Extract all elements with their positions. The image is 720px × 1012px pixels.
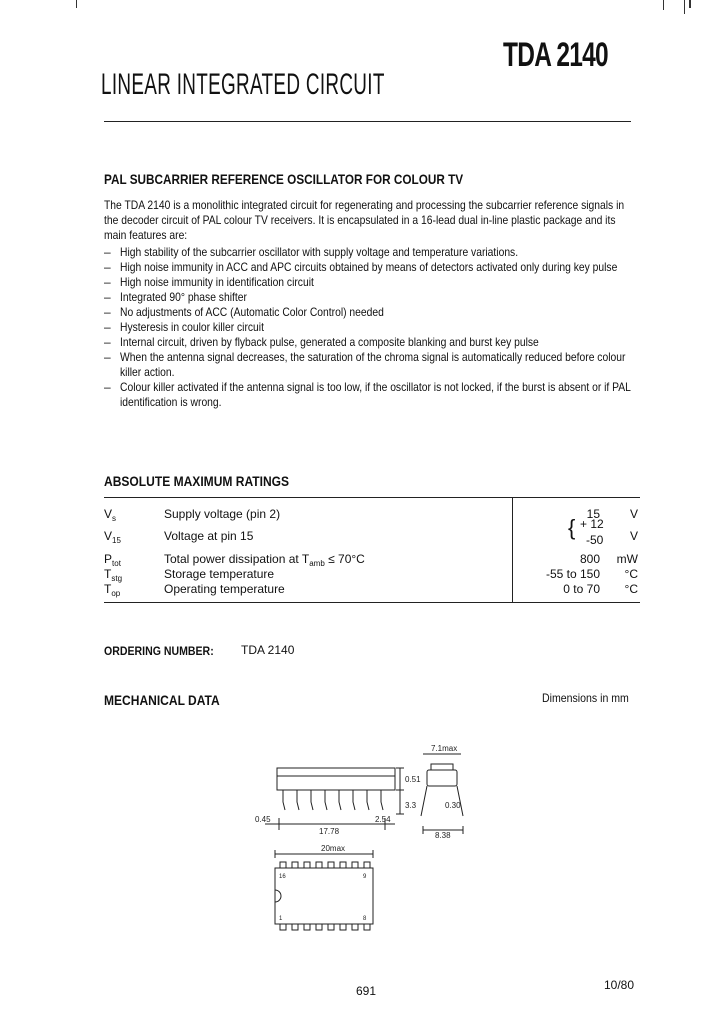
dim-label: 20max	[321, 844, 346, 853]
rating-value: -55 to 150	[545, 567, 600, 581]
rating-unit: V	[629, 507, 638, 521]
rating-description: Supply voltage (pin 2)	[164, 507, 281, 521]
top-pins	[280, 862, 370, 930]
rating-symbol: $T_{op}$	[104, 582, 121, 598]
rating-value: 15	[586, 507, 600, 521]
rating-value-min: -50	[586, 533, 604, 547]
pin1-notch	[275, 890, 281, 902]
rating-description: Storage temperature	[164, 567, 275, 581]
dim-label: 2.54	[375, 815, 391, 824]
dim-label: 8.38	[435, 831, 451, 840]
mechanical-title: MECHANICAL DATA	[104, 692, 220, 708]
scan-mark	[663, 0, 664, 10]
feature-item: – When the antenna signal decreases, the saturation of the chroma signal is automatically reduced before colour killer action.	[104, 350, 626, 379]
rating-description: Total power dissipation at $T_{amb} \le 70^\circ C$	[164, 552, 365, 568]
package-drawing	[255, 742, 485, 938]
feature-item: – No adjustments of ACC (Automatic Color Control) needed	[104, 305, 384, 319]
rating-description: Operating temperature	[164, 582, 285, 596]
rating-row	[104, 552, 640, 568]
rating-symbol: $V_s$	[104, 507, 117, 523]
pin-label: 9	[363, 874, 367, 880]
feature-item: – High stability of the subcarrier oscillator with supply voltage and temperature variations.	[104, 245, 519, 259]
page-number: 691	[356, 984, 377, 998]
dim-label: 0.30	[445, 801, 461, 810]
feature-item: – High noise immunity in identification circuit	[104, 275, 314, 289]
rating-row	[104, 567, 640, 583]
pin-label: 1	[279, 916, 283, 922]
rating-symbol: $P_{tot}$	[104, 552, 121, 568]
feature-item: – High noise immunity in ACC and APC circuits obtained by means of detectors activated only during key pulse	[104, 260, 618, 274]
rating-unit: V	[629, 529, 638, 543]
intro-paragraph: The TDA 2140 is a monolithic integrated circuit for regenerating and processing the subcarrier reference signals in the decoder circuit of PAL colour TV receivers. It is encapsulated in a 16-lead dual in-line plastic package and its main features are:	[104, 198, 625, 242]
table-rule	[104, 497, 640, 498]
package-top-body	[275, 868, 373, 924]
pin-label: 16	[279, 874, 286, 880]
rating-value-max: + 12	[580, 517, 604, 531]
rating-unit: mW	[616, 552, 638, 566]
feature-list	[104, 245, 644, 410]
rating-row	[104, 582, 640, 598]
feature-item: – Hysteresis in coulor killer circuit	[104, 320, 264, 334]
rating-unit: °C	[624, 582, 638, 596]
package-side-body	[277, 768, 395, 790]
ordering-label: ORDERING NUMBER:	[104, 644, 214, 658]
description-title: PAL SUBCARRIER REFERENCE OSCILLATOR FOR COLOUR TV	[104, 171, 464, 187]
document-category: LINEAR INTEGRATED CIRCUIT	[101, 68, 385, 101]
rating-row	[104, 507, 640, 523]
scan-mark	[76, 0, 77, 8]
side-pins	[283, 790, 383, 810]
dim-label: 0.45	[255, 815, 271, 824]
ratings-table	[104, 497, 640, 603]
dim-label: 0.51	[405, 775, 421, 784]
rating-value: 800	[579, 552, 600, 566]
dim-label: 17.78	[319, 827, 340, 836]
package-end-body	[427, 770, 457, 786]
dimensions-note: Dimensions in mm	[542, 691, 629, 705]
feature-item: – Internal circuit, driven by flyback pulse, generated a composite blanking and burst key pulse	[104, 335, 539, 349]
header-rule	[104, 121, 631, 122]
rating-symbol: $V_{15}$	[104, 529, 121, 545]
rating-symbol: $T_{stg}$	[104, 567, 123, 583]
dim-label: 7.1max	[431, 744, 458, 753]
scan-mark	[684, 0, 685, 14]
rating-value: 0 to 70	[563, 582, 600, 596]
scan-mark	[689, 0, 691, 8]
document-date: 10/80	[604, 978, 635, 992]
brace-icon: {	[568, 515, 576, 540]
rating-unit: °C	[624, 567, 638, 581]
ordering-value: TDA 2140	[241, 643, 295, 657]
rating-description: Voltage at pin 15	[164, 529, 254, 543]
feature-item: – Colour killer activated if the antenna signal is too low, if the oscillator is not locked, if the burst is absent or if PAL identification is wrong.	[104, 380, 631, 409]
ratings-title: ABSOLUTE MAXIMUM RATINGS	[104, 473, 290, 489]
feature-item: – Integrated 90° phase shifter	[104, 290, 247, 304]
part-number: TDA 2140	[503, 36, 608, 74]
pin-label: 8	[363, 916, 367, 922]
table-rule	[104, 602, 640, 603]
dim-label: 3.3	[405, 801, 417, 810]
